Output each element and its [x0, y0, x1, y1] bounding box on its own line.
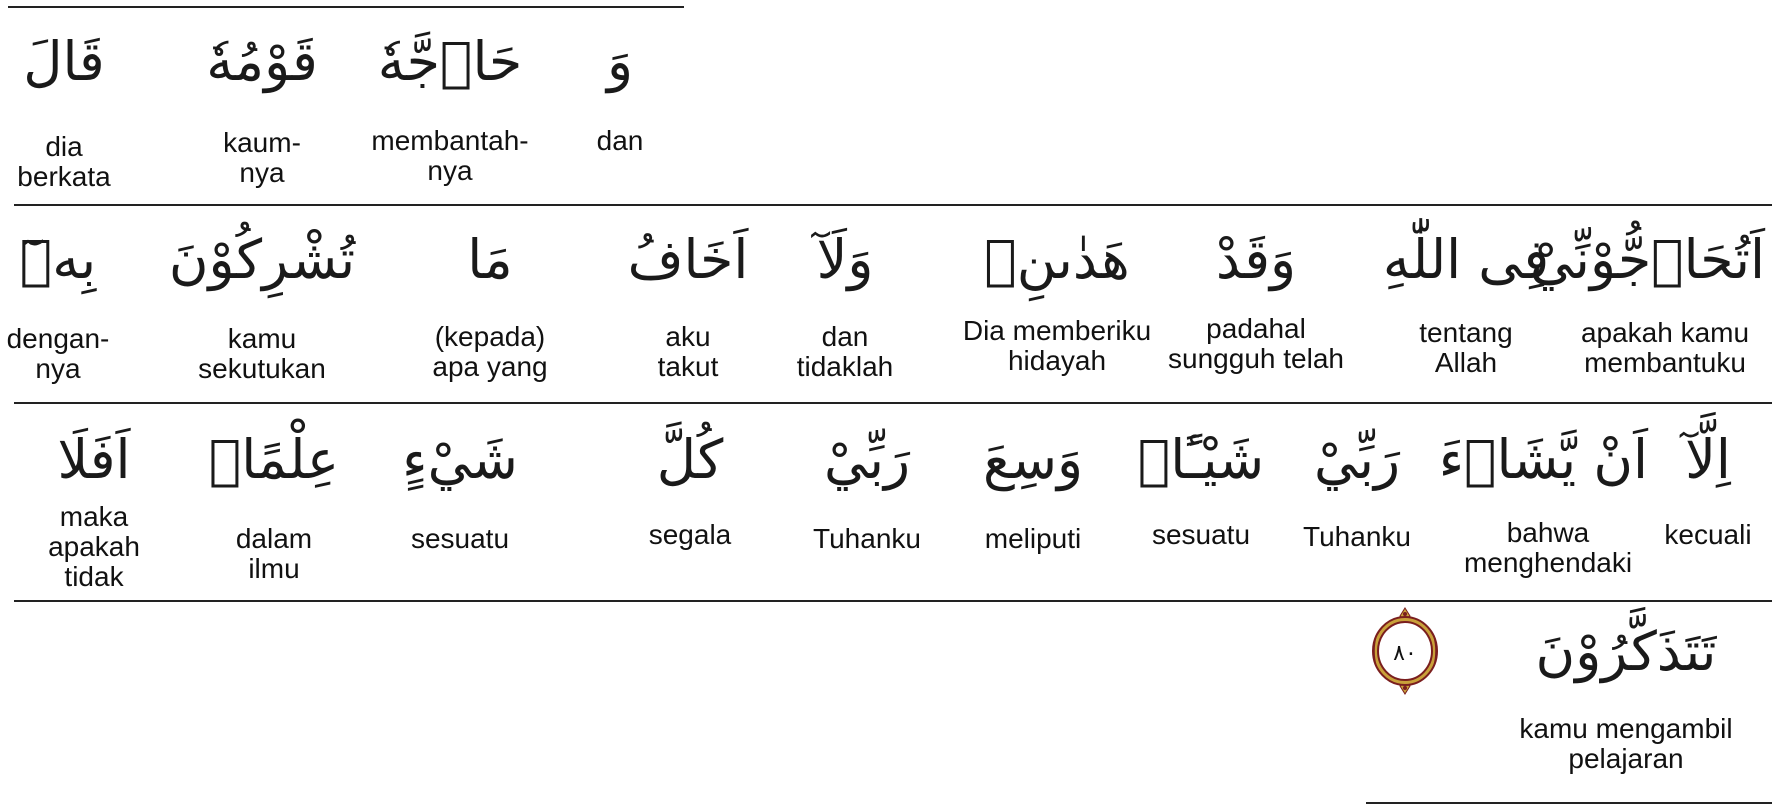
translation-text: padahal sungguh telah [1168, 313, 1344, 374]
arabic-word: رَبِّيْ [1313, 428, 1401, 491]
word-illaa [1608, 418, 1781, 550]
ayah-end-medallion-icon [1370, 606, 1440, 696]
rule-row3 [14, 600, 1772, 602]
word-rabbii-2 [1257, 418, 1457, 552]
word-ilman [174, 418, 374, 584]
arabic-word: اَخَافُ [627, 228, 749, 291]
arabic-word: قَالَ [23, 30, 105, 93]
translation-text: Tuhanku [1303, 521, 1411, 552]
translation-text: dan tidaklah [796, 321, 894, 382]
translation-text: aku takut [657, 321, 719, 382]
arabic-word: وَقَدْ [1215, 228, 1297, 291]
rule-row1 [14, 204, 1772, 206]
translation-text: meliputi [984, 523, 1082, 554]
word-tatadzakkaruuna [1496, 610, 1756, 774]
translation-text: sesuatu [1151, 519, 1251, 550]
verse-number: ٨٠ [1393, 641, 1417, 666]
arabic-word: شَيْءٍ [402, 428, 518, 491]
translation-text: dalam ilmu [235, 523, 313, 584]
arabic-word: وَ [606, 30, 634, 93]
rule-row2 [14, 402, 1772, 404]
translation-text: bahwa menghendaki [1463, 517, 1633, 578]
arabic-word: تَتَذَكَّرُوْنَ [1535, 620, 1717, 683]
arabic-word: مَا [467, 228, 513, 291]
translation-text: tentang Allah [1419, 317, 1513, 378]
arabic-word: شَيْـًٔاۗ [1137, 428, 1265, 491]
arabic-word: اَنْ يَّشَاۤءَ [1438, 428, 1648, 491]
arabic-word: فِى اللّٰهِ [1382, 228, 1550, 291]
arabic-word: وَلَآ [816, 228, 874, 291]
word-maa [390, 218, 590, 382]
translation-text: maka apakah tidak [48, 501, 140, 592]
word-hadaani [957, 218, 1157, 376]
translation-text: dan [596, 125, 644, 156]
arabic-word: تُشْرِكُوْنَ [168, 228, 356, 291]
word-bihi [0, 218, 158, 384]
arabic-word: رَبِّيْ [823, 428, 911, 491]
translation-text: apakah kamu membantuku [1580, 317, 1750, 378]
arabic-word: اَتُحَاۤجُّوْنِّيْ [1529, 228, 1765, 291]
translation-text: sesuatu [410, 523, 510, 554]
rule-top [8, 6, 684, 8]
word-qawmuhu [162, 20, 362, 188]
translation-text: kaum- nya [223, 127, 301, 188]
word-tusyrikuuna [162, 218, 362, 384]
translation-text: kamu mengambil pelajaran [1519, 713, 1733, 774]
translation-text: (kepada) apa yang [432, 321, 548, 382]
arabic-word: اِلَّآ [1685, 428, 1731, 491]
translation-text: segala [648, 519, 732, 550]
translation-text: kecuali [1664, 519, 1752, 550]
translation-text: Tuhanku [813, 523, 921, 554]
word-wa [520, 20, 720, 156]
translation-text: dia berkata [17, 131, 111, 192]
rule-bottom [1366, 802, 1772, 804]
arabic-word: اَفَلَا [57, 428, 131, 491]
word-qaala [0, 20, 164, 192]
word-afalaa [0, 418, 194, 592]
arabic-word: عِلْمًاۗ [208, 428, 340, 491]
word-atuhaajjuunnii [1529, 218, 1765, 378]
word-syaiin [360, 418, 560, 554]
arabic-word: حَاۤجَّهٗ [377, 30, 523, 93]
translation-text: Dia memberiku hidayah [962, 315, 1152, 376]
arabic-word: هَدٰىنِۗ [984, 228, 1130, 291]
translation-text: dengan- nya [6, 323, 110, 384]
translation-text: membantah- nya [371, 125, 529, 186]
translation-text: kamu sekutukan [198, 323, 326, 384]
word-wa-qad [1156, 218, 1356, 374]
word-wa-laa [745, 218, 945, 382]
arabic-word: وَسِعَ [982, 428, 1084, 491]
arabic-word: كُلَّ [656, 428, 724, 491]
arabic-word: قَوْمُهٗ [206, 30, 318, 93]
word-kulla [590, 418, 790, 550]
arabic-word: بِهٖٓ [19, 228, 97, 291]
